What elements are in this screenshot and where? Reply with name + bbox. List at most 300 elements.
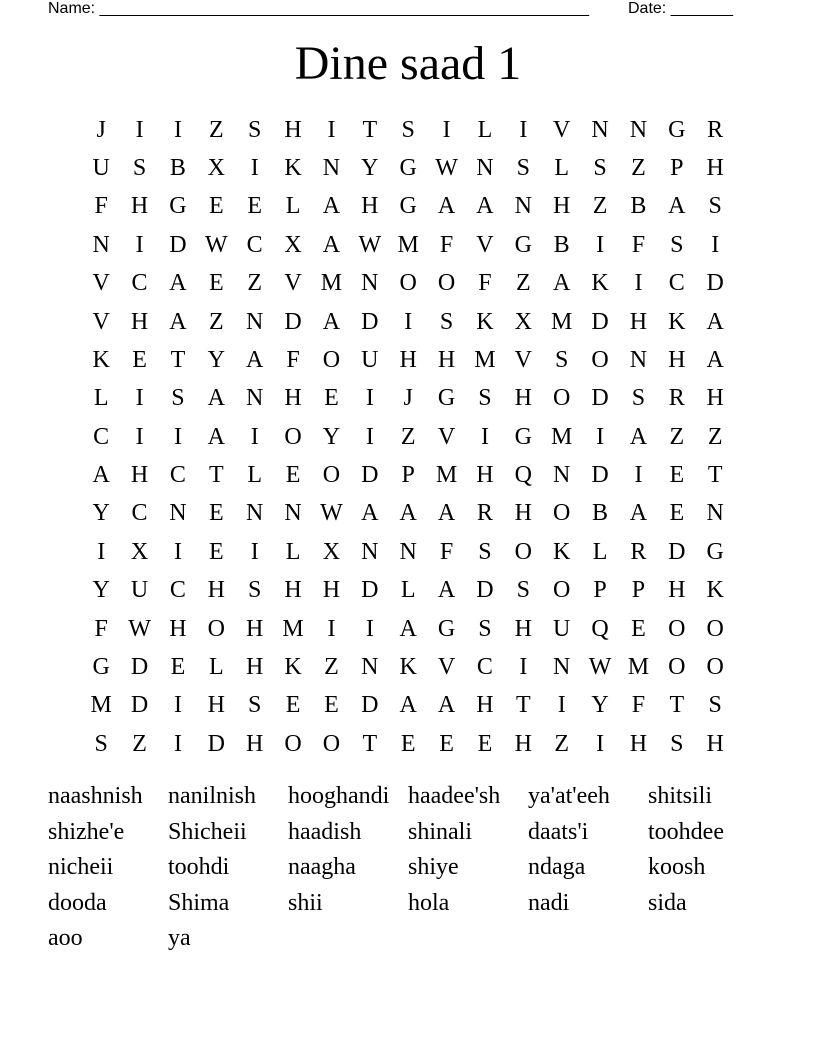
grid-letter: O (553, 385, 571, 412)
grid-letter: O (322, 730, 341, 757)
grid-letter: O (668, 615, 686, 642)
grid-letter: Z (515, 270, 531, 297)
grid-letter: S (670, 730, 684, 757)
grid-letter: A (361, 500, 379, 527)
grid-letter: H (629, 308, 648, 335)
grid-letter: D (361, 692, 379, 719)
grid-letter: D (591, 308, 609, 335)
grid-letter: Z (554, 730, 570, 757)
grid-letter: A (169, 308, 187, 335)
word-list-item: Shima (168, 889, 230, 916)
grid-letter: D (476, 577, 494, 604)
grid-letter: A (322, 193, 341, 220)
grid-letter: C (131, 270, 148, 297)
grid-letter: O (514, 538, 532, 565)
grid-letter: X (130, 538, 149, 565)
grid-letter: Z (208, 308, 224, 335)
grid-letter: C (93, 423, 110, 450)
grid-letter: L (592, 538, 608, 565)
grid-letter: O (207, 615, 225, 642)
grid-letter: M (551, 308, 573, 335)
grid-letter: E (324, 385, 339, 412)
grid-letter: H (514, 385, 532, 412)
grid-letter: S (478, 385, 492, 412)
word-list-item: toohdi (168, 854, 230, 880)
grid-letter: F (631, 692, 646, 719)
grid-letter: V (284, 270, 302, 297)
grid-letter: F (94, 193, 108, 220)
grid-letter: K (553, 538, 571, 565)
grid-letter: T (515, 692, 531, 719)
grid-letter: O (399, 270, 417, 297)
grid-letter: A (322, 231, 341, 258)
grid-letter: A (629, 500, 648, 527)
grid-letter: A (668, 193, 686, 220)
grid-letter: S (94, 730, 108, 757)
grid-letter: H (130, 308, 149, 335)
grid-letter: W (588, 653, 612, 680)
grid-letter: I (250, 538, 259, 565)
grid-letter: E (247, 193, 263, 220)
grid-letter: D (361, 308, 379, 335)
grid-letter: F (478, 270, 492, 297)
word-list-item: hola (408, 889, 450, 916)
grid-letter: I (135, 116, 144, 143)
grid-letter: N (553, 653, 571, 680)
grid-letter: U (553, 615, 571, 642)
grid-letter: I (365, 423, 374, 450)
grid-letter: Y (322, 423, 341, 450)
grid-letter: O (284, 423, 302, 450)
word-list-item: sida (648, 889, 687, 916)
grid-letter: M (282, 615, 304, 642)
grid-letter: H (476, 462, 494, 489)
grid-letter: H (207, 577, 225, 604)
grid-letter: O (706, 653, 724, 680)
grid-letter: H (246, 653, 264, 680)
grid-letter: G (92, 653, 110, 680)
grid-letter: E (132, 346, 147, 373)
word-list-item: dooda (48, 889, 107, 916)
header (48, 0, 748, 20)
grid-letter: J (403, 385, 413, 412)
grid-letter: T (208, 462, 224, 489)
grid-letter: M (397, 231, 419, 258)
grid-letter: F (631, 231, 646, 258)
grid-letter: I (480, 423, 489, 450)
grid-letter: Z (400, 423, 416, 450)
grid-letter: I (634, 270, 643, 297)
grid-letter: Y (92, 577, 110, 604)
grid-letter: B (592, 500, 609, 527)
grid-letter: L (247, 462, 263, 489)
word-list-item: naashnish (48, 783, 143, 809)
grid-letter: W (358, 231, 382, 258)
grid-letter: V (514, 346, 532, 373)
grid-letter: T (170, 346, 186, 373)
grid-letter: R (707, 116, 724, 143)
grid-letter: A (437, 692, 456, 719)
grid-letter: O (284, 730, 302, 757)
grid-letter: V (92, 308, 110, 335)
grid-letter: U (92, 155, 110, 182)
grid-letter: I (173, 730, 182, 757)
grid-letter: I (557, 692, 566, 719)
grid-letter: D (361, 462, 379, 489)
grid-letter: N (284, 500, 302, 527)
grid-letter: S (670, 231, 684, 258)
grid-letter: L (477, 116, 493, 143)
grid-letter: I (135, 231, 144, 258)
grid-letter: I (596, 231, 605, 258)
grid-letter: S (248, 577, 262, 604)
grid-letter: H (399, 346, 417, 373)
word-list-item: nicheii (48, 854, 114, 880)
grid-letter: Y (207, 346, 225, 373)
grid-letter: S (439, 308, 454, 335)
grid-letter: L (93, 385, 109, 412)
grid-letter: S (631, 385, 646, 412)
word-list-item: haadish (288, 818, 362, 845)
grid-letter: G (399, 155, 417, 182)
grid-letter: M (627, 653, 650, 680)
grid-letter: S (248, 692, 262, 719)
grid-letter: H (476, 692, 494, 719)
grid-letter: I (519, 653, 528, 680)
grid-letter: I (596, 423, 605, 450)
grid-letter: E (170, 653, 186, 680)
grid-letter: O (437, 270, 456, 297)
grid-letter: C (131, 500, 148, 527)
grid-letter: S (478, 615, 492, 642)
grid-letter: N (399, 538, 417, 565)
grid-letter: V (476, 231, 494, 258)
word-list-item: shizhe'e (48, 818, 125, 845)
grid-letter: V (437, 653, 456, 680)
grid-letter: P (631, 577, 646, 604)
word-list-item: nanilnish (168, 783, 256, 809)
grid-letter: H (284, 385, 302, 412)
grid-letter: S (516, 155, 530, 182)
grid-letter: S (555, 346, 569, 373)
word-list-item: haadee'sh (408, 783, 501, 809)
grid-letter: N (629, 346, 648, 373)
grid-letter: Y (591, 692, 609, 719)
grid-letter: S (593, 155, 607, 182)
grid-letter: O (553, 500, 571, 527)
grid-letter: K (399, 653, 417, 680)
grid-letter: I (634, 462, 643, 489)
grid-letter: H (284, 577, 302, 604)
grid-letter: I (711, 231, 720, 258)
grid-letter: T (362, 116, 378, 143)
grid-letter: H (514, 615, 532, 642)
grid-letter: H (514, 730, 532, 757)
grid-letter: A (399, 500, 417, 527)
grid-letter: E (669, 462, 685, 489)
grid-letter: C (476, 653, 493, 680)
word-list-item: shitsili (648, 783, 713, 809)
grid-letter: Q (591, 615, 609, 642)
grid-letter: H (130, 193, 149, 220)
grid-letter: U (361, 346, 379, 373)
grid-letter: S (401, 116, 415, 143)
word-list-item: toohdee (648, 818, 724, 845)
grid-letter: A (706, 346, 724, 373)
grid-letter: A (399, 615, 417, 642)
grid-letter: E (324, 692, 339, 719)
grid-letter: P (401, 462, 415, 489)
name-field[interactable]: Name: _______________________________________________________ (48, 0, 589, 17)
grid-letter: L (400, 577, 416, 604)
grid-letter: S (132, 155, 147, 182)
grid-letter: L (554, 155, 570, 182)
grid-letter: D (169, 231, 187, 258)
grid-letter: F (94, 615, 108, 642)
grid-letter: S (478, 538, 492, 565)
grid-letter: W (128, 615, 151, 642)
grid-letter: G (668, 116, 686, 143)
word-list-item: daats'i (528, 818, 589, 845)
grid-letter: T (707, 462, 723, 489)
grid-letter: W (320, 500, 343, 527)
grid-letter: A (207, 423, 225, 450)
grid-letter: O (706, 615, 724, 642)
grid-letter: Z (324, 653, 339, 680)
grid-letter: C (169, 462, 186, 489)
grid-letter: P (593, 577, 607, 604)
grid-letter: T (362, 730, 378, 757)
grid-letter: G (437, 615, 456, 642)
word-list-item: naagha (288, 854, 356, 880)
grid-letter: Z (132, 730, 147, 757)
grid-letter: J (96, 116, 106, 143)
grid-letter: E (439, 730, 454, 757)
grid-letter: M (90, 692, 112, 719)
grid-letter: I (327, 615, 336, 642)
grid-letter: R (476, 500, 493, 527)
grid-letter: O (322, 346, 341, 373)
grid-letter: I (173, 116, 182, 143)
grid-letter: I (365, 385, 374, 412)
grid-letter: K (706, 577, 724, 604)
word-list-item: nadi (528, 889, 570, 916)
grid-letter: F (439, 538, 454, 565)
grid-letter: S (171, 385, 185, 412)
grid-letter: N (361, 538, 379, 565)
grid-letter: E (631, 615, 646, 642)
grid-letter: P (670, 155, 684, 182)
grid-letter: E (669, 500, 685, 527)
grid-letter: T (669, 692, 685, 719)
grid-letter: X (284, 231, 302, 258)
grid-letter: R (630, 538, 647, 565)
grid-letter: G (514, 423, 532, 450)
grid-letter: H (207, 692, 225, 719)
grid-letter: O (591, 346, 609, 373)
grid-letter: H (553, 193, 571, 220)
grid-letter: C (246, 231, 263, 258)
grid-letter: G (437, 385, 456, 412)
grid-letter: U (130, 577, 149, 604)
grid-letter: V (92, 270, 110, 297)
grid-letter: O (668, 653, 686, 680)
grid-letter: S (708, 193, 722, 220)
grid-letter: H (706, 155, 724, 182)
word-list-item: Shicheii (168, 818, 247, 845)
grid-letter: H (629, 730, 648, 757)
grid-letter: L (285, 193, 301, 220)
grid-letter: E (400, 730, 416, 757)
grid-letter: S (516, 577, 530, 604)
grid-letter: N (553, 462, 571, 489)
grid-letter: C (668, 270, 685, 297)
grid-letter: A (246, 346, 264, 373)
grid-letter: A (399, 692, 417, 719)
grid-letter: G (514, 231, 532, 258)
grid-letter: N (92, 231, 110, 258)
grid-letter: M (474, 346, 496, 373)
grid-letter: M (551, 423, 573, 450)
grid-letter: K (92, 346, 110, 373)
grid-letter: I (97, 538, 106, 565)
grid-letter: N (514, 193, 532, 220)
grid-letter: O (553, 577, 571, 604)
grid-letter: H (668, 577, 686, 604)
grid-letter: A (322, 308, 341, 335)
grid-letter: R (668, 385, 685, 412)
word-list-item: aoo (48, 925, 83, 951)
word-list-item: ndaga (528, 854, 586, 880)
page-title: Dine saad 1 (294, 37, 522, 90)
grid-letter: H (246, 615, 264, 642)
grid-letter: H (246, 730, 264, 757)
grid-letter: I (519, 116, 528, 143)
grid-letter: H (668, 346, 686, 373)
grid-letter: I (404, 308, 413, 335)
grid-letter: H (706, 730, 724, 757)
grid-letter: A (553, 270, 571, 297)
grid-letter: C (169, 577, 186, 604)
grid-letter: Z (247, 270, 263, 297)
grid-letter: M (320, 270, 343, 297)
grid-letter: H (130, 462, 149, 489)
grid-letter: K (476, 308, 494, 335)
grid-letter: K (591, 270, 609, 297)
grid-letter: Z (631, 155, 646, 182)
grid-letter: D (591, 385, 609, 412)
grid-letter: D (591, 462, 609, 489)
grid-letter: I (135, 385, 144, 412)
grid-letter: H (322, 577, 341, 604)
grid-letter: Y (361, 155, 379, 182)
grid-letter: X (322, 538, 341, 565)
grid-letter: I (173, 423, 182, 450)
grid-letter: D (284, 308, 302, 335)
word-list-item: shii (288, 889, 323, 916)
grid-letter: I (250, 423, 259, 450)
grid-letter: G (399, 193, 417, 220)
grid-letter: N (361, 653, 379, 680)
grid-letter: D (130, 692, 149, 719)
letter-grid (82, 111, 734, 763)
grid-letter: I (327, 116, 336, 143)
grid-letter: N (322, 155, 341, 182)
word-list-item: hooghandi (288, 783, 390, 809)
grid-letter: K (284, 653, 302, 680)
grid-letter: S (708, 692, 722, 719)
grid-letter: E (208, 500, 224, 527)
grid-letter: A (437, 500, 456, 527)
grid-letter: K (284, 155, 302, 182)
date-field[interactable]: Date: _______ (628, 0, 733, 17)
word-list-item: ya'at'eeh (528, 783, 610, 809)
grid-letter: E (208, 270, 224, 297)
grid-letter: A (169, 270, 187, 297)
grid-letter: A (437, 577, 456, 604)
grid-letter: H (169, 615, 187, 642)
grid-letter: H (284, 116, 302, 143)
grid-letter: A (629, 423, 648, 450)
grid-letter: E (285, 462, 301, 489)
grid-letter: E (208, 538, 224, 565)
grid-letter: D (130, 653, 149, 680)
grid-letter: E (477, 730, 493, 757)
word-list-item: shiye (408, 854, 459, 880)
grid-letter: B (553, 231, 570, 258)
grid-letter: N (169, 500, 187, 527)
grid-letter: V (553, 116, 571, 143)
grid-letter: F (439, 231, 454, 258)
grid-letter: M (435, 462, 458, 489)
word-list-item: koosh (648, 854, 706, 880)
word-list-item: ya (168, 925, 191, 951)
grid-letter: L (208, 653, 224, 680)
grid-letter: B (630, 193, 647, 220)
grid-letter: B (169, 155, 186, 182)
grid-letter: I (135, 423, 144, 450)
grid-letter: A (207, 385, 225, 412)
grid-letter: Z (208, 116, 224, 143)
grid-letter: K (668, 308, 686, 335)
grid-letter: A (92, 462, 110, 489)
grid-letter: A (706, 308, 724, 335)
grid-letter: W (204, 231, 228, 258)
grid-letter: N (246, 500, 264, 527)
grid-letter: F (286, 346, 300, 373)
grid-letter: G (169, 193, 187, 220)
grid-letter: Y (92, 500, 110, 527)
grid-letter: H (361, 193, 379, 220)
grid-letter: A (476, 193, 494, 220)
grid-letter: I (442, 116, 451, 143)
grid-letter: E (208, 193, 224, 220)
grid-letter: Z (707, 423, 723, 450)
grid-letter: A (437, 193, 456, 220)
grid-letter: N (591, 116, 609, 143)
grid-letter: I (365, 615, 374, 642)
grid-letter: W (435, 155, 458, 182)
grid-letter: X (207, 155, 225, 182)
grid-letter: D (361, 577, 379, 604)
word-list-item: shinali (408, 818, 472, 845)
grid-letter: N (361, 270, 379, 297)
grid-letter: X (514, 308, 532, 335)
grid-letter: N (706, 500, 724, 527)
grid-letter: V (437, 423, 456, 450)
grid-letter: H (437, 346, 456, 373)
grid-letter: D (207, 730, 225, 757)
